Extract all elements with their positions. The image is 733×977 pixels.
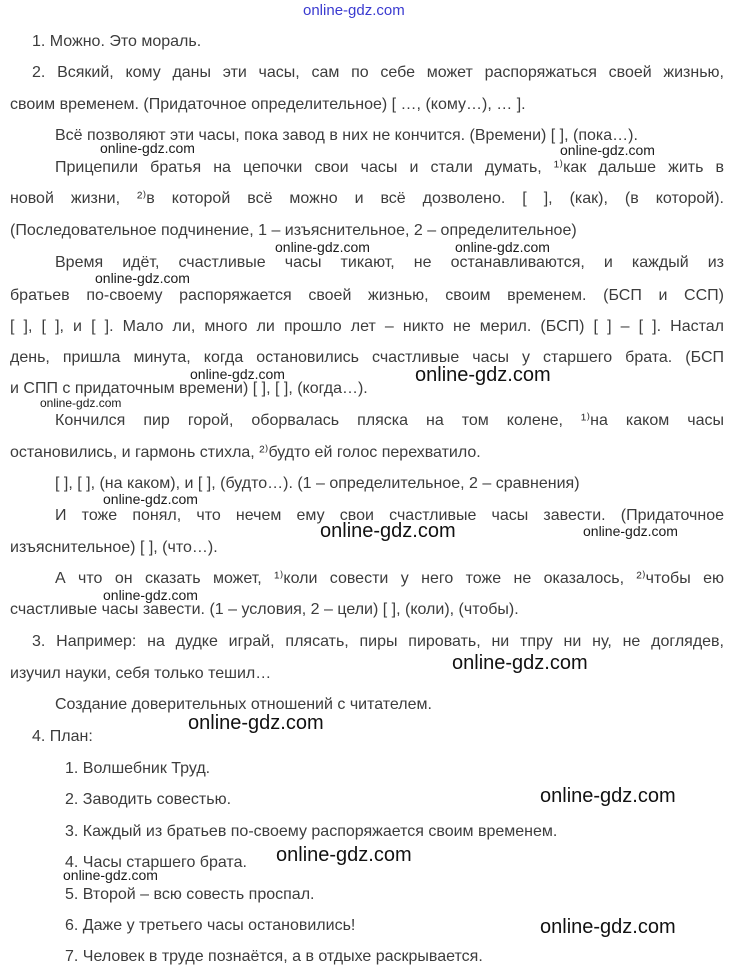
sentence-line: И тоже понял, что нечем ему свои счастливые часы завести. (Придаточное (55, 507, 724, 524)
answer-3-line-2: изучил науки, себя только тешил… (10, 665, 272, 682)
plan-item: 7. Человек в труде познаётся, а в отдыхе раскрывается. (65, 948, 483, 965)
watermark: online-gdz.com (103, 587, 198, 603)
plan-item: 5. Второй – всю совесть проспал. (65, 886, 315, 903)
sentence-line: новой жизни, ²⁾в которой всё можно и всё дозволено. [ ], (как), (в которой). (10, 190, 724, 207)
sentence-line: братьев по-своему распоряжается своей жизнью, своим временем. (БСП и ССП) (10, 287, 724, 304)
watermark: online-gdz.com (455, 239, 550, 255)
answer-1: 1. Можно. Это мораль. (32, 33, 202, 50)
sentence-line: Кончился пир горой, оборвалась пляска на том колене, ¹⁾на каком часы (55, 412, 724, 429)
answer-3-note: Создание доверительных отношений с читателем. (55, 696, 432, 713)
sentence-line: и СПП с придаточным времени) [ ], [ ], (когда…). (10, 380, 368, 397)
watermark: online-gdz.com (63, 867, 158, 883)
plan-heading: 4. План: (32, 728, 93, 745)
sentence-line: Время идёт, счастливые часы тикают, не останавливаются, и каждый из (55, 254, 724, 271)
watermark: online-gdz.com (100, 140, 195, 156)
sentence-line: изъяснительное) [ ], (что…). (10, 539, 218, 556)
watermark: online-gdz.com (415, 364, 551, 386)
sentence-line: Прицепили братья на цепочки свои часы и стали думать, ¹⁾как дальше жить в (55, 159, 724, 176)
watermark: online-gdz.com (190, 366, 285, 382)
sentence-line: А что он сказать может, ¹⁾коли совести у него тоже не оказалось, ²⁾чтобы ею (55, 570, 724, 587)
answer-2-line-2: своим временем. (Придаточное определительное) [ …, (кому…), … ]. (10, 96, 526, 113)
watermark: online-gdz.com (95, 270, 190, 286)
answer-2-line-1: 2. Всякий, кому даны эти часы, сам по себе может распоряжаться своей жизнью, (32, 64, 724, 81)
plan-item: 2. Заводить совестью. (65, 791, 232, 808)
plan-item: 6. Даже у третьего часы остановились! (65, 917, 356, 934)
sentence-line: Всё позволяют эти часы, пока завод в них не кончится. (Времени) [ ], (пока…). (55, 127, 638, 144)
watermark: online-gdz.com (540, 916, 676, 938)
watermark: online-gdz.com (452, 652, 588, 674)
watermark: online-gdz.com (303, 2, 405, 19)
sentence-line: [ ], [ ], (на каком), и [ ], (будто…). (1 – определительное, 2 – сравнения) (55, 475, 580, 492)
watermark: online-gdz.com (40, 396, 122, 410)
plan-item: 3. Каждый из братьев по-своему распоряжается своим временем. (65, 823, 558, 840)
sentence-line: счастливые часы завести. (1 – условия, 2 – цели) [ ], (коли), (чтобы). (10, 601, 519, 618)
watermark: online-gdz.com (276, 844, 412, 866)
sentence-line: (Последовательное подчинение, 1 – изъяснительное, 2 – определительное) (10, 222, 577, 239)
watermark: online-gdz.com (103, 491, 198, 507)
sentence-line: [ ], [ ], и [ ]. Мало ли, много ли прошло лет – никто не мерил. (БСП) [ ] – [ ]. Настал (10, 318, 724, 335)
watermark: online-gdz.com (540, 785, 676, 807)
plan-item: 4. Часы старшего брата. (65, 854, 247, 871)
watermark: online-gdz.com (275, 239, 370, 255)
watermark: online-gdz.com (188, 712, 324, 734)
plan-item: 1. Волшебник Труд. (65, 760, 211, 777)
watermark: online-gdz.com (560, 142, 655, 158)
answer-3-line-1: 3. Например: на дудке играй, плясать, пиры пировать, ни тпру ни ну, не доглядев, (32, 633, 724, 650)
sentence-line: остановились, и гармонь стихла, ²⁾будто ей голос перехватило. (10, 444, 481, 461)
sentence-line: день, пришла минута, когда остановились счастливые часы у старшего брата. (БСП (10, 349, 724, 366)
watermark: online-gdz.com (320, 520, 456, 542)
watermark: online-gdz.com (583, 523, 678, 539)
